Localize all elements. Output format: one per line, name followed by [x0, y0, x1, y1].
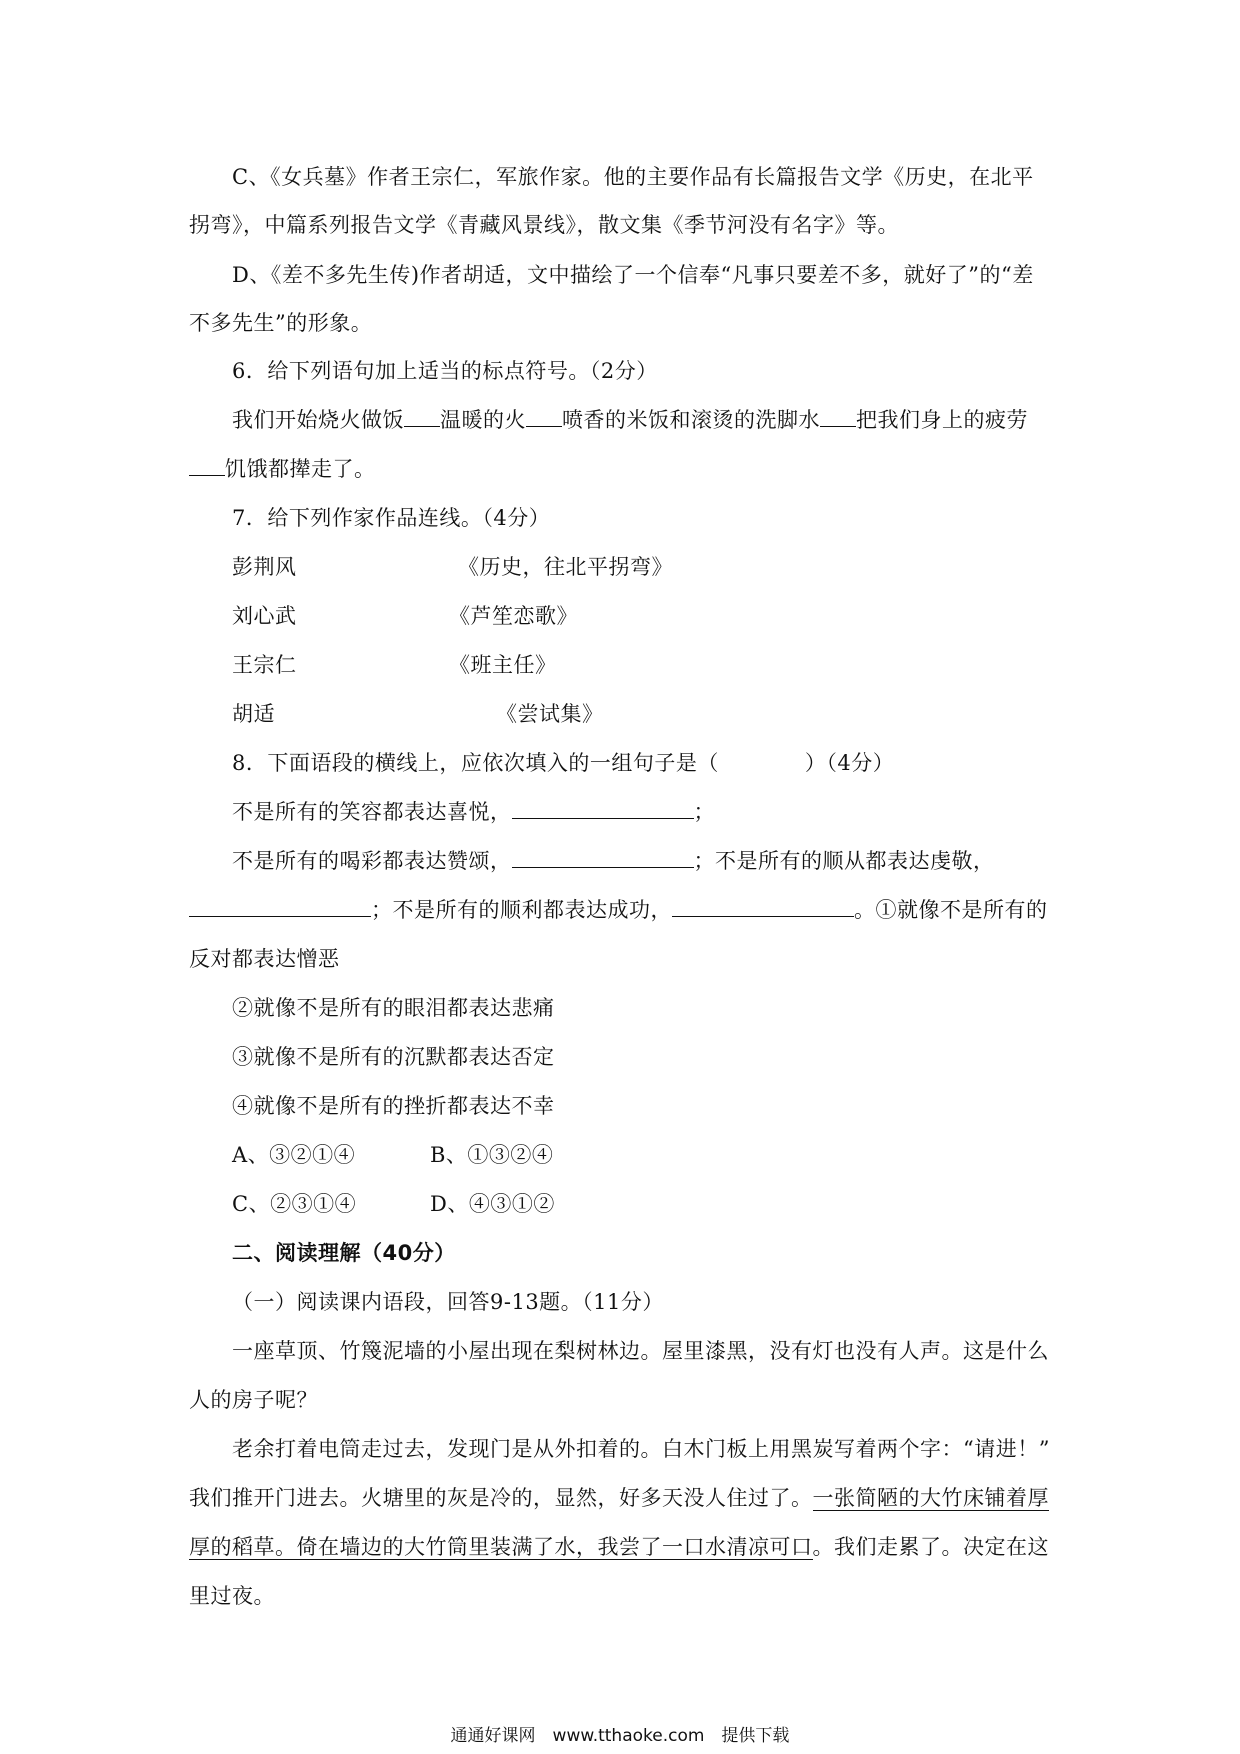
passage-p2-line3-plain: 。我们走累了。决定在这 [812, 1535, 1049, 1559]
q6-segment-1: 我们开始烧火做饭 [232, 408, 404, 432]
q8-choice-d[interactable]: D、④③①② [430, 1192, 555, 1216]
q6-segment-2: 温暖的火 [440, 408, 526, 432]
q7-author-1[interactable]: 彭荆风 [232, 555, 297, 579]
q6-sentence-line1 [232, 405, 1028, 435]
q6-segment-4: 把我们身上的疲劳 [856, 408, 1028, 432]
q6-blank-3[interactable] [820, 406, 856, 427]
q8-blank-2[interactable] [512, 847, 694, 868]
q8-line3-text-a: ；不是所有的顺利都表达成功， [371, 898, 672, 922]
q8-line1-text: 不是所有的笑容都表达喜悦， [232, 800, 512, 824]
q8-line3-text-b: 。①就像不是所有的 [854, 898, 1048, 922]
q7-work-1[interactable]: 《历史，往北平拐弯》 [458, 555, 673, 579]
q8-choice-a[interactable]: A、③②①④ [232, 1143, 356, 1167]
q8-line2 [232, 846, 995, 876]
q8-choice-c[interactable]: C、②③①④ [232, 1192, 357, 1216]
q8-line2-text-b: ；不是所有的顺从都表达虔敬， [693, 849, 995, 873]
q6-sentence-line2 [189, 454, 376, 484]
section-heading: 二、阅读理解（40分） [232, 1241, 456, 1265]
q7-author-4[interactable]: 胡适 [232, 702, 275, 726]
q7-title: 7．给下列作家作品连线。（4分） [232, 506, 551, 530]
q8-line2-text-a: 不是所有的喝彩都表达赞颂， [232, 849, 512, 873]
q8-blank-1[interactable] [512, 798, 694, 819]
q6-blank-1[interactable] [404, 406, 440, 427]
q7-work-4[interactable]: 《尝试集》 [496, 702, 604, 726]
q8-option-2: ②就像不是所有的眼泪都表达悲痛 [232, 996, 555, 1020]
q6-segment-3: 喷香的米饭和滚烫的洗脚水 [562, 408, 820, 432]
underlined-sentence-1a: 一张简陋的大竹床铺着厚 [812, 1486, 1049, 1510]
q8-line1 [232, 797, 715, 827]
page-footer[interactable]: 通通好课网 www.tthaoke.com 提供下载 [450, 1726, 790, 1746]
q6-blank-2[interactable] [526, 406, 562, 427]
q6-segment-5: 饥饿都撵走了。 [225, 457, 376, 481]
q5-option-d-line1: D、《差不多先生传)作者胡适，文中描绘了一个信奉“凡事只要差不多，就好了”的“差 [232, 263, 1034, 287]
q7-author-2[interactable]: 刘心武 [232, 604, 297, 628]
q8-line3 [189, 895, 1048, 925]
q7-work-3[interactable]: 《班主任》 [449, 653, 557, 677]
q8-blank-3[interactable] [189, 896, 371, 917]
q5-option-c-line1: C、《女兵墓》作者王宗仁，军旅作家。他的主要作品有长篇报告文学《历史，在北平 [232, 165, 1034, 189]
q5-option-c-line2: 拐弯》，中篇系列报告文学《青藏风景线》，散文集《季节河没有名字》等。 [189, 213, 899, 237]
q8-choice-b[interactable]: B、①③②④ [430, 1143, 554, 1167]
q8-blank-4[interactable] [672, 896, 854, 917]
q7-work-2[interactable]: 《芦笙恋歌》 [449, 604, 578, 628]
q8-line1-end: ； [693, 800, 715, 824]
passage-p1-line1: 一座草顶、竹篾泥墙的小屋出现在梨树林边。屋里漆黑，没有灯也没有人声。这是什么 [232, 1339, 1049, 1363]
passage-p2-line2 [189, 1483, 1049, 1513]
q5-option-d-line2: 不多先生”的形象。 [189, 311, 373, 335]
passage-p2-line2-plain: 我们推开门进去。火塘里的灰是冷的，显然，好多天没人住过了。 [189, 1486, 813, 1510]
q8-line4: 反对都表达憎恶 [189, 947, 340, 971]
passage-p2-line4: 里过夜。 [189, 1584, 275, 1608]
q8-option-4: ④就像不是所有的挫折都表达不幸 [232, 1094, 555, 1118]
underlined-sentence-2: 倚在墙边的大竹筒里装满了水，我尝了一口水清凉可口 [296, 1535, 813, 1559]
passage-p1-line2: 人的房子呢？ [189, 1388, 318, 1412]
passage-p2-line3 [189, 1532, 1049, 1562]
section-subheading: （一）阅读课内语段，回答9-13题。（11分） [232, 1290, 664, 1314]
q8-option-3: ③就像不是所有的沉默都表达否定 [232, 1045, 555, 1069]
passage-p2-line1: 老余打着电筒走过去，发现门是从外扣着的。白木门板上用黑炭写着两个字：“请进！” [232, 1437, 1050, 1461]
q8-title: 8．下面语段的横线上，应依次填入的一组句子是（ ）（4分） [232, 751, 895, 775]
underlined-sentence-1b: 厚的稻草。 [189, 1535, 297, 1559]
q6-title: 6．给下列语句加上适当的标点符号。（2分） [232, 359, 658, 383]
q6-blank-4[interactable] [189, 455, 225, 476]
q7-author-3[interactable]: 王宗仁 [232, 653, 297, 677]
